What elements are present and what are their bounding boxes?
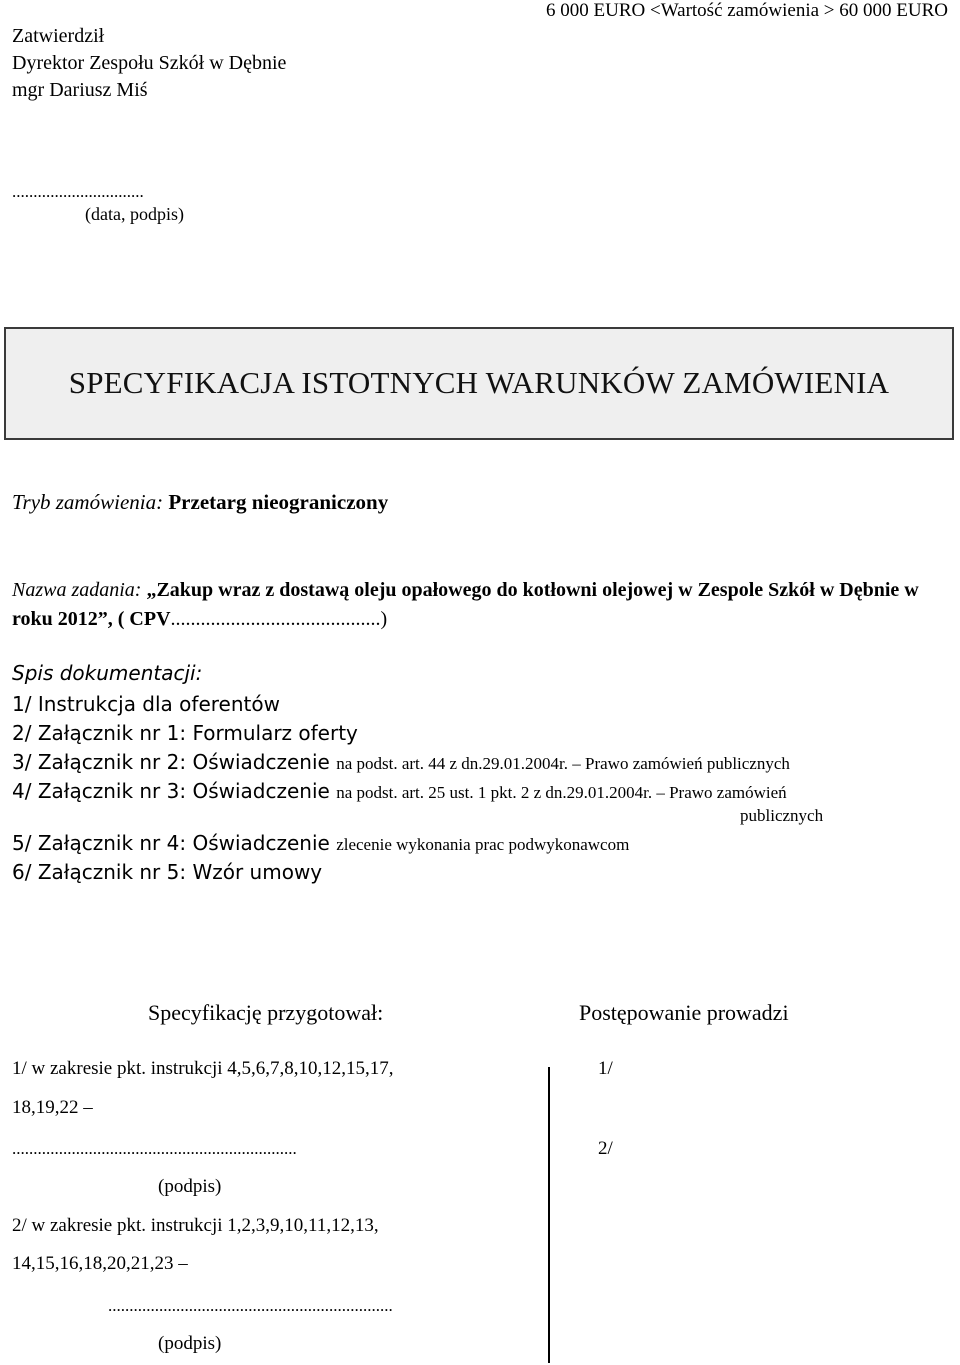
conducted-by-entry: 2/ bbox=[598, 1138, 613, 1159]
task-name bbox=[12, 576, 947, 634]
document-item-note: na podst. art. 25 ust. 1 pkt. 2 z dn.29.01.2004r. – Prawo zamówień bbox=[336, 783, 787, 802]
approver-name: mgr Dariusz Miś bbox=[12, 79, 148, 101]
document-item-main: 1/ Instrukcja dla oferentów bbox=[12, 692, 280, 716]
document-item-main: 2/ Załącznik nr 1: Formularz oferty bbox=[12, 721, 358, 745]
document-item bbox=[12, 750, 790, 774]
document-item-main: 5/ Załącznik nr 4: Oświadczenie bbox=[12, 831, 330, 855]
prepared-scope-line: 18,19,22 – bbox=[12, 1097, 93, 1118]
approver-title: Dyrektor Zespołu Szkół w Dębnie bbox=[12, 52, 287, 74]
value-threshold: 6 000 EURO <Wartość zamówienia > 60 000 EURO bbox=[546, 0, 948, 21]
prepared-scope-line: 1/ w zakresie pkt. instrukcji 4,5,6,7,8,10,12,15,17, bbox=[12, 1058, 394, 1079]
document-item-note: na podst. art. 44 z dn.29.01.2004r. – Prawo zamówień publicznych bbox=[336, 754, 790, 773]
document-item-main: 3/ Załącznik nr 2: Oświadczenie bbox=[12, 750, 330, 774]
column-divider bbox=[548, 1067, 550, 1363]
prepared-signature-label: (podpis) bbox=[158, 1333, 222, 1354]
procurement-mode-value: Przetarg nieograniczony bbox=[168, 490, 389, 514]
document-item bbox=[12, 692, 280, 716]
prepared-signature-dots: ................................................................... bbox=[12, 1139, 297, 1158]
title-box bbox=[4, 327, 954, 440]
signature-caption: (data, podpis) bbox=[85, 204, 184, 224]
prepared-scope-line: 2/ w zakresie pkt. instrukcji 1,2,3,9,10,11,12,13, bbox=[12, 1215, 379, 1236]
prepared-by-heading: Specyfikację przygotował: bbox=[148, 1000, 384, 1025]
conducted-by-entry: 1/ bbox=[598, 1058, 613, 1079]
conducted-by-heading: Postępowanie prowadzi bbox=[579, 1000, 789, 1025]
documents-heading: Spis dokumentacji: bbox=[12, 661, 203, 685]
document-item bbox=[12, 721, 358, 745]
document-item bbox=[12, 779, 787, 803]
prepared-scope-line: 14,15,16,18,20,21,23 – bbox=[12, 1253, 188, 1274]
document-item-note: zlecenie wykonania prac podwykonawcom bbox=[336, 835, 630, 854]
document-item-note-continued: publicznych bbox=[740, 806, 824, 825]
procurement-mode-label: Tryb zamówienia: bbox=[12, 490, 164, 514]
task-name-tail: ..........................................) bbox=[170, 608, 388, 630]
document-item-main: 6/ Załącznik nr 5: Wzór umowy bbox=[12, 860, 323, 884]
prepared-signature-dots: ................................................................... bbox=[108, 1296, 393, 1315]
task-name-value: „Zakup wraz z dostawą oleju opałowego do kotłowni olejowej w Zespole Szkół w Dębnie w roku 2012”, ( CPV bbox=[12, 579, 919, 630]
document-item-main: 4/ Załącznik nr 3: Oświadczenie bbox=[12, 779, 330, 803]
document-title: SPECYFIKACJA ISTOTNYCH WARUNKÓW ZAMÓWIENIA bbox=[68, 365, 890, 400]
task-name-label: Nazwa zadania: bbox=[12, 579, 142, 601]
document-item bbox=[12, 860, 322, 884]
prepared-signature-label: (podpis) bbox=[158, 1176, 222, 1197]
procurement-mode bbox=[12, 490, 388, 515]
signature-line: ............................... bbox=[12, 182, 144, 201]
approved-label: Zatwierdził bbox=[12, 25, 105, 47]
document-item bbox=[12, 831, 629, 855]
approval-block bbox=[12, 23, 286, 104]
